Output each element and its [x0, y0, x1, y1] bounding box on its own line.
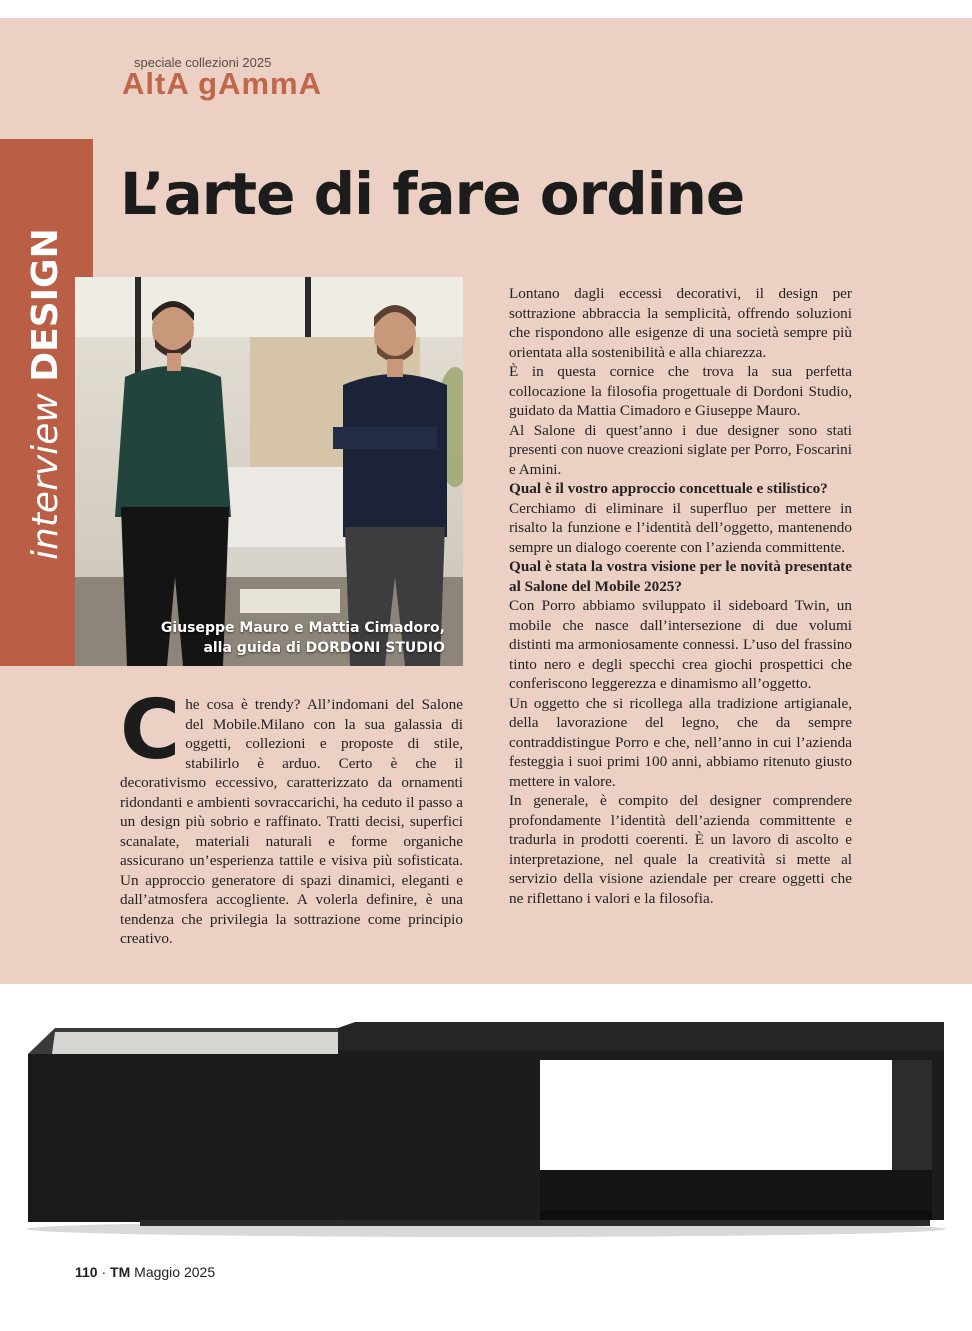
photo-caption-line1: Giuseppe Mauro e Mattia Cimadoro, [160, 620, 445, 636]
interview-column [509, 284, 852, 908]
magazine-name: TM [110, 1264, 131, 1280]
designers-photo-illustration [75, 277, 463, 666]
intro-column [120, 683, 463, 949]
photo-caption [161, 618, 445, 658]
sidebar-label-light: interview [25, 393, 66, 560]
sidebar-label [26, 228, 66, 560]
interview-answer: In generale, è compito del designer comprendere profondamente l’identità dell’azienda committente e tradurla in prodotti coerenti. È un lavoro di ascolto e interpretazione, nel quale la creatività si mette al servizio della visione aziendale per creare oggetti che ne riflettano i valori e la filosofia. [509, 792, 852, 907]
photo-caption-line2: alla guida di DORDONI STUDIO [203, 640, 445, 656]
paragraph: Lontano dagli eccessi decorativi, il design per sottrazione abbraccia la semplicità, offrendo soluzioni che rispondono alle esigenze di una società sempre più orientata alla sostenibilità e alla chiarezza. [509, 285, 852, 361]
article-title: L’arte di fare ordine [120, 160, 745, 228]
interview-question: Qual è il vostro approccio concettuale e stilistico? [509, 480, 828, 497]
designers-photo [75, 277, 463, 666]
sideboard-illustration [0, 984, 972, 1244]
paragraph: È in questa cornice che trova la sua perfetta collocazione la filosofia progettuale di Dordoni Studio, guidato da Mattia Cimadoro e Giuseppe Mauro. [509, 363, 852, 419]
footer-separator: · [97, 1264, 111, 1280]
section-title: AltA gAmmA [122, 66, 323, 101]
interview-answer: Un oggetto che si ricollega alla tradizione artigianale, della lavorazione del legno, che da sempre contraddistingue Porro e che, nell’anno in cui l’azienda festeggia i suoi primi 100 anni, abbiamo ritenuto giusto mettere in valore. [509, 694, 852, 790]
interview-answer: Con Porro abbiamo sviluppato il sideboard Twin, un mobile che nasce dall’intersezione di due volumi distinti ma armoniosamente connessi. L’uso del frassino tinto nero e degli specchi crea giochi prospettici che conferiscono leggerezza e dinamismo all’oggetto. [509, 597, 852, 692]
page-footer [75, 1264, 215, 1280]
interview-answer: Cerchiamo di eliminare il superfluo per mettere in risalto la funzione e l’identità dell’oggetto, mantenendo sempre un dialogo coerente con l’azienda committente. [509, 499, 852, 556]
drop-cap: C [120, 683, 181, 778]
interview-question: Qual è stata la vostra visione per le novità presentate al Salone del Mobile 2025? [509, 558, 852, 595]
sidebar-label-bold: DESIGN [25, 228, 66, 382]
issue-date: Maggio 2025 [134, 1264, 216, 1280]
paragraph: Al Salone di quest’anno i due designer sono stati presenti con nuove creazioni siglate per Porro, Foscarini e Amini. [509, 421, 852, 478]
page-number: 110 [75, 1264, 98, 1280]
section-kicker: speciale collezioni 2025 [134, 55, 272, 70]
product-photo [0, 984, 972, 1244]
intro-paragraph: he cosa è trendy? All’indomani del Salone del Mobile.Milano con la sua galassia di oggetti, collezioni e proposte di stile, stabilirlo è arduo. Certo è che il decorativismo eccessivo, caratterizzato da ornamenti ridondanti e ambienti sovraccarichi, ha ceduto il passo a un design più sobrio e raffinato. Tratti decisi, superfici scanalate, materiali naturali e forme organiche assicurano un’esperienza tattile e visiva più sofisticata. Un approccio generatore di spazi dinamici, eleganti e dall’atmosfera accogliente. A volerla definire, è una tendenza che privilegia la sottrazione come principio creativo. [120, 696, 463, 947]
